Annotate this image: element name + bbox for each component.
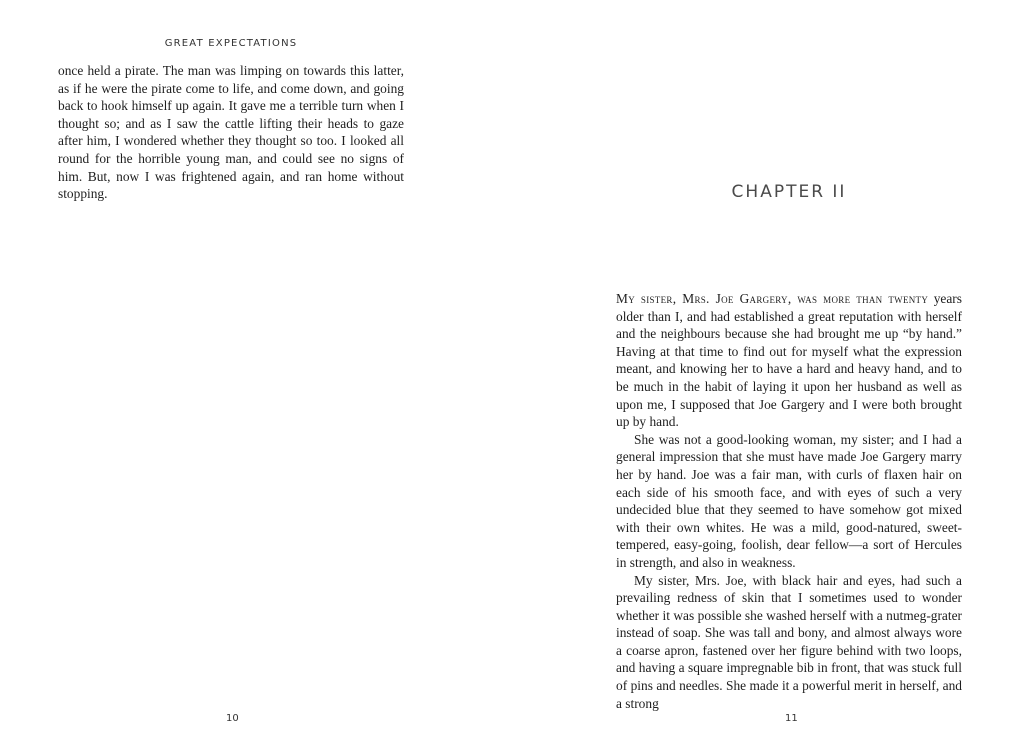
paragraph: My sister, Mrs. Joe, with black hair and eyes, had such a prevailing redness of skin that I sometimes used to wonder whether it was possible she washed herself with a nutmeg-grater instead of soap. She was tall and bony, and almost always wore a coarse apron, fastened over her figure behind with two loops, and having a square impregnable bib in front, that was stuck full of pins and needles. She made it a powerful merit in herself, and a strong bbox=[616, 572, 962, 711]
right-page bbox=[510, 0, 1020, 752]
right-body-text bbox=[616, 290, 962, 712]
opening-smallcaps: My sister, Mrs. Joe Gargery, was more than twenty bbox=[616, 291, 929, 306]
running-head: GREAT EXPECTATIONS bbox=[164, 38, 298, 49]
page-number: 10 bbox=[226, 713, 239, 724]
page-number: 11 bbox=[785, 713, 798, 724]
paragraph bbox=[616, 290, 962, 431]
paragraph: She was not a good-looking woman, my sister; and I had a general impression that she must have made Joe Gargery marry her by hand. Joe was a fair man, with curls of flaxen hair on each side of his smooth face, and with eyes of such a very undecided blue that they seemed to have somehow got mixed with their own whites. He was a mild, good-natured, sweet-tempered, easy-going, foolish, dear fellow—a sort of Hercules in strength, and also in weakness. bbox=[616, 431, 962, 570]
paragraph-text: years older than I, and had established a great reputation with herself and the neighbours because she had brought me up “by hand.” Having at that time to find out for myself what the expression meant, and knowing her to have a hard and heavy hand, and to be much in the habit of laying it upon her husband as well as upon me, I supposed that Joe Gargery and I were both brought up by hand. bbox=[616, 291, 962, 430]
paragraph: once held a pirate. The man was limping on towards this latter, as if he were the pirate come to life, and come down, and going back to hook himself up again. It gave me a terrible turn when I thought so; and as I saw the cattle lifting their heads to gaze after him, I wondered whether they thought so too. I looked all round for the horrible young man, and could see no signs of him. But, now I was frightened again, and ran home without stopping. bbox=[58, 63, 404, 202]
left-body-text bbox=[58, 62, 404, 203]
chapter-title: CHAPTER II bbox=[731, 182, 847, 202]
